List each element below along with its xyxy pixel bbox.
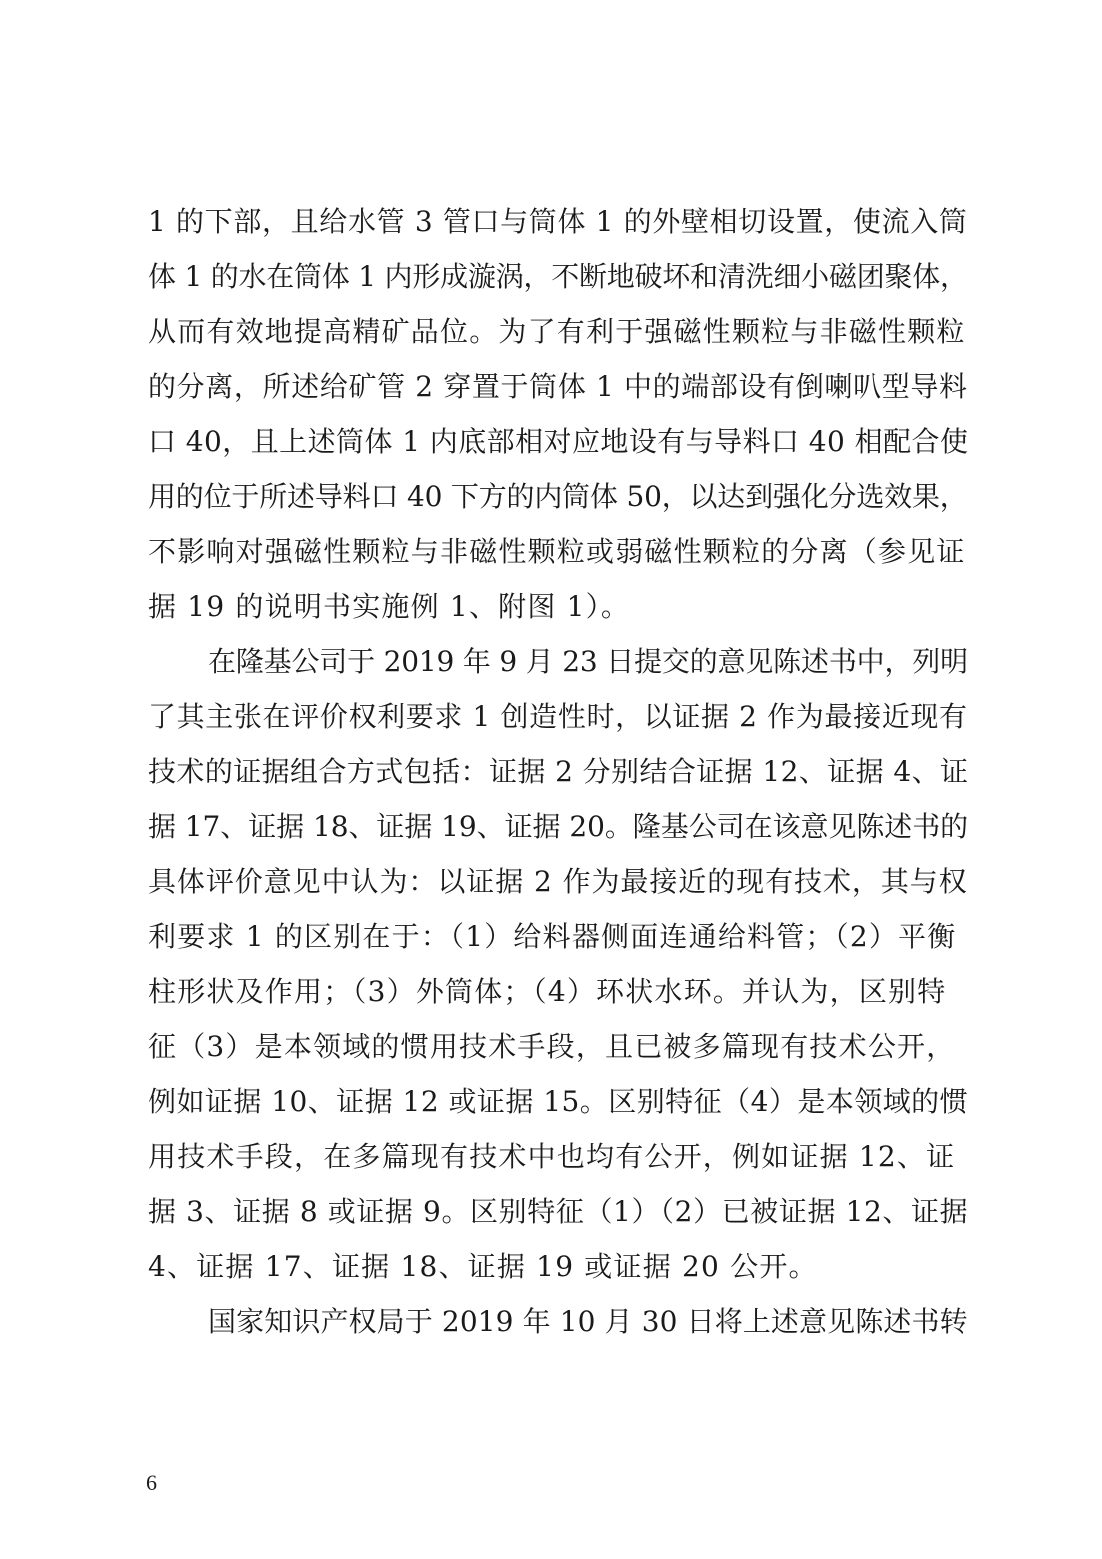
paragraph-first-line: 在隆基公司于 2019 年 9 月 23 日提交的意见陈述书中，列明 <box>208 645 968 678</box>
text-line: 从而有效地提高精矿品位。为了有利于强磁性颗粒与非磁性颗粒 <box>148 315 966 348</box>
text-line: 例如证据 10、证据 12 或证据 15。区别特征（4）是本领域的惯 <box>148 1085 969 1118</box>
page-number: 6 <box>146 1470 157 1495</box>
text-line: 据 17、证据 18、证据 19、证据 20。隆基公司在该意见陈述书的 <box>148 810 969 843</box>
paragraph-first-line: 国家知识产权局于 2019 年 10 月 30 日将上述意见陈述书转 <box>208 1305 968 1338</box>
text-line: 的分离，所述给矿管 2 穿置于筒体 1 中的端部设有倒喇叭型导料 <box>148 370 968 403</box>
text-line: 了其主张在评价权利要求 1 创造性时，以证据 2 作为最接近现有 <box>148 700 968 733</box>
text-line: 据 3、证据 8 或证据 9。区别特征（1）（2）已被证据 12、证据 <box>148 1195 969 1228</box>
text-line: 4、证据 17、证据 18、证据 19 或证据 20 公开。 <box>148 1250 818 1283</box>
text-line: 征（3）是本领域的惯用技术手段，且已被多篇现有技术公开， <box>148 1030 956 1063</box>
text-line: 体 1 的水在筒体 1 内形成漩涡，不断地破坏和清洗细小磁团聚体， <box>148 260 968 293</box>
text-line: 技术的证据组合方式包括：证据 2 分别结合证据 12、证据 4、证 <box>148 755 969 788</box>
text-line: 用的位于所述导料口 40 下方的内筒体 50，以达到强化分选效果， <box>148 480 968 513</box>
text-line: 利要求 1 的区别在于：（1）给料器侧面连通给料管；（2）平衡 <box>148 920 957 953</box>
text-line: 1 的下部，且给水管 3 管口与筒体 1 的外壁相切设置，使流入筒 <box>148 205 968 238</box>
text-line: 据 19 的说明书实施例 1、附图 1）。 <box>148 590 631 623</box>
text-line: 用技术手段，在多篇现有技术中也均有公开，例如证据 12、证 <box>148 1140 956 1173</box>
text-line: 口 40，且上述筒体 1 内底部相对应地设有与导料口 40 相配合使 <box>148 425 969 458</box>
text-line: 不影响对强磁性颗粒与非磁性颗粒或弱磁性颗粒的分离（参见证 <box>148 535 966 568</box>
text-line: 柱形状及作用；（3）外筒体；（4）环状水环。并认为，区别特 <box>148 975 947 1008</box>
text-line: 具体评价意见中认为：以证据 2 作为最接近的现有技术，其与权 <box>148 865 968 898</box>
